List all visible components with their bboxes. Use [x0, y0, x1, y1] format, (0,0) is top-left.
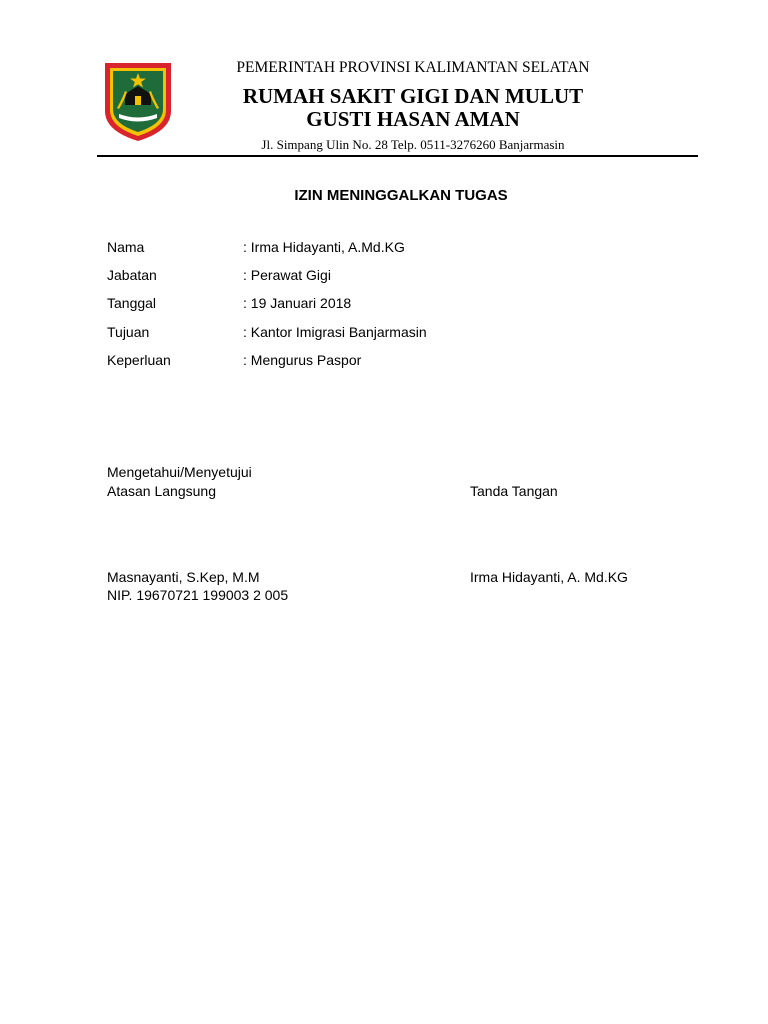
- field-label: Keperluan: [107, 352, 171, 368]
- letterhead-divider: [97, 155, 698, 157]
- field-value: : Irma Hidayanti, A.Md.KG: [243, 239, 405, 255]
- emblem-house-door: [135, 96, 141, 105]
- field-value: : Kantor Imigrasi Banjarmasin: [243, 324, 427, 340]
- signer-caption: Tanda Tangan: [470, 483, 558, 499]
- approver-nip: NIP. 19670721 199003 2 005: [107, 587, 289, 603]
- approver-name: Masnayanti, S.Kep, M.M: [107, 569, 260, 585]
- approver-caption-line1: Mengetahui/Menyetujui: [107, 464, 252, 480]
- institution-name-line2: GUSTI HASAN AMAN: [306, 107, 520, 131]
- field-label: Jabatan: [107, 267, 157, 283]
- institution-name-line1: RUMAH SAKIT GIGI DAN MULUT: [242, 84, 584, 108]
- field-label: Nama: [107, 239, 145, 255]
- document-title: IZIN MENINGGALKAN TUGAS: [294, 187, 508, 204]
- field-value: : Perawat Gigi: [243, 267, 331, 283]
- field-value: : Mengurus Paspor: [243, 352, 362, 368]
- field-value: : 19 Januari 2018: [243, 295, 352, 311]
- institution-address: Jl. Simpang Ulin No. 28 Telp. 0511-3276260 Banjarmasin: [261, 137, 565, 152]
- approver-caption-line2: Atasan Langsung: [107, 483, 216, 499]
- field-label: Tanggal: [107, 295, 157, 311]
- field-label: Tujuan: [107, 324, 150, 340]
- provincial-emblem-icon: [103, 61, 173, 143]
- government-name: PEMERINTAH PROVINSI KALIMANTAN SELATAN: [236, 59, 590, 76]
- signer-name: Irma Hidayanti, A. Md.KG: [470, 569, 628, 585]
